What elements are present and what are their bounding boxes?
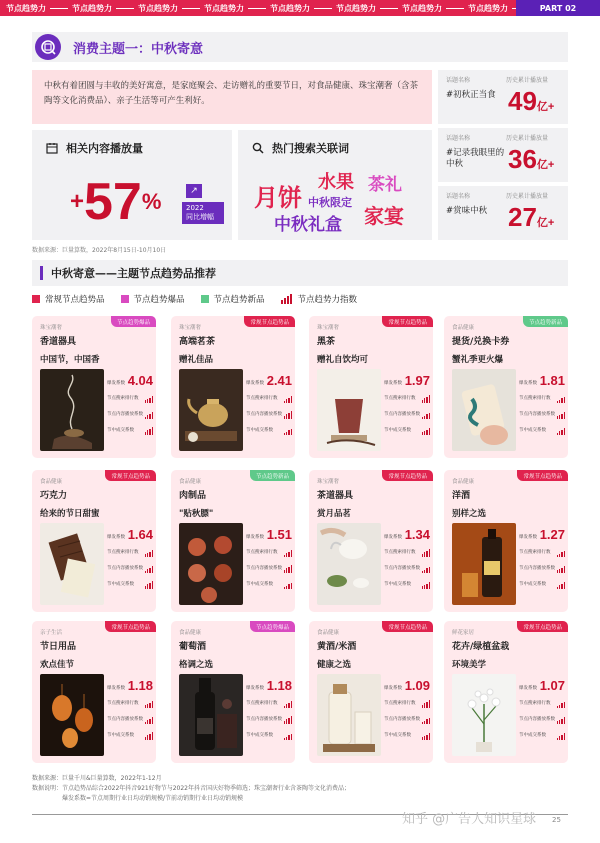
index-bars-icon xyxy=(421,411,430,419)
index-bars-icon xyxy=(556,732,565,740)
hot-value: 1.81 xyxy=(539,373,565,388)
index-bars-icon xyxy=(144,395,153,403)
theme-intro: 中秋有着团圆与丰收的美好寓意，是家庭聚会、走访赠礼的重要节日，对食品健康、珠宝潮奢（含茶陶等文化消费品）、亲子生活等可产生利好。 xyxy=(32,70,432,124)
card-ribbon: 常规节点趋势品 xyxy=(382,621,433,632)
card-ribbon: 节点趋势新品 xyxy=(250,470,295,481)
hot-value: 4.04 xyxy=(127,373,153,388)
metric-content: 节点内容播放系数 xyxy=(519,564,565,573)
legend-index xyxy=(281,293,358,305)
metric-search: 节点搜索排行数 xyxy=(519,394,565,403)
index-bars-icon xyxy=(144,732,153,740)
metric-content: 节点内容播放系数 xyxy=(384,564,430,573)
metric-search: 节点搜索排行数 xyxy=(519,699,565,708)
hot-value: 1.34 xyxy=(404,527,430,542)
card-metrics xyxy=(384,526,430,596)
card-tagline: 赠礼佳品 xyxy=(179,355,214,365)
card-category: 珠宝潮奢 xyxy=(317,479,340,485)
card-metrics xyxy=(519,677,565,747)
topic-views-label: 历史累计播放量 xyxy=(506,77,549,84)
topic-views-label: 历史累计播放量 xyxy=(506,135,549,142)
card-photo xyxy=(40,523,104,605)
card-metrics xyxy=(519,372,565,442)
hot-value: 1.97 xyxy=(404,373,430,388)
metric-trade: 节中成交系数 xyxy=(246,426,292,435)
card-category: 食品健康 xyxy=(317,630,340,636)
content-views-title: 相关内容播放量 xyxy=(66,142,143,155)
product-card xyxy=(32,470,156,612)
card-product-name: 巧克力 xyxy=(40,491,68,501)
card-metrics xyxy=(384,372,430,442)
index-bars-icon xyxy=(144,549,153,557)
card-category: 食品健康 xyxy=(179,630,202,636)
metric-trade: 节中成交系数 xyxy=(519,580,565,589)
topic-views-value: 27亿+ xyxy=(508,202,555,232)
metric-hot: 爆发系数 1.81 xyxy=(519,373,565,388)
section-accent xyxy=(40,266,43,280)
card-ribbon: 常规节点趋势品 xyxy=(517,470,568,481)
hot-value: 1.09 xyxy=(404,678,430,693)
card-tagline: "贴秋膘" xyxy=(179,509,214,519)
product-card xyxy=(309,621,433,763)
topic-views-value: 49亿+ xyxy=(508,86,555,116)
topic-views-label: 历史累计播放量 xyxy=(506,193,549,200)
hot-value: 1.07 xyxy=(539,678,565,693)
banner-item: 节点趋势力 xyxy=(72,3,138,14)
index-bars-icon xyxy=(556,716,565,724)
card-category: 食品健康 xyxy=(452,325,475,331)
index-bars-icon xyxy=(283,395,292,403)
card-category: 珠宝潮奢 xyxy=(40,325,63,331)
search-word: 水果 xyxy=(318,172,354,193)
card-ribbon: 节点趋势爆品 xyxy=(111,316,156,327)
source-note: 数据来源：巨量算数，2022年8月15日-10月10日 xyxy=(32,247,167,254)
top-banner xyxy=(0,0,600,16)
card-metrics xyxy=(107,526,153,596)
product-card xyxy=(171,316,295,458)
growth-percent: % xyxy=(141,189,162,214)
metric-hot: 爆发系数 4.04 xyxy=(107,373,153,388)
metric-trade: 节中成交系数 xyxy=(107,426,153,435)
product-card xyxy=(444,316,568,458)
watermark: 知乎 @广告人知识星球 xyxy=(402,812,537,827)
index-bars-icon xyxy=(556,581,565,589)
index-bars-icon xyxy=(283,700,292,708)
index-bars-icon xyxy=(144,700,153,708)
metric-content: 节点内容播放系数 xyxy=(519,410,565,419)
product-card xyxy=(32,316,156,458)
metric-content: 节点内容播放系数 xyxy=(384,410,430,419)
card-photo xyxy=(452,523,516,605)
legend-swatch xyxy=(32,295,40,303)
index-bars-icon xyxy=(421,395,430,403)
card-product-name: 黄酒/米酒 xyxy=(317,642,357,652)
section-title: 中秋寄意——主题节点趋势品推荐 xyxy=(51,267,216,280)
search-word: 家宴 xyxy=(364,204,404,228)
metric-search: 节点搜索排行数 xyxy=(107,699,153,708)
metric-content: 节点内容播放系数 xyxy=(107,564,153,573)
card-metrics xyxy=(107,372,153,442)
card-metrics xyxy=(246,372,292,442)
search-words-panel xyxy=(238,130,432,240)
card-category: 珠宝潮奢 xyxy=(179,325,202,331)
card-photo xyxy=(452,369,516,451)
yoy-label: 2022 同比增幅 xyxy=(182,202,224,224)
card-product-name: 黑茶 xyxy=(317,337,336,347)
card-tagline: 中国节，中国香 xyxy=(40,355,100,365)
index-bars-icon xyxy=(556,565,565,573)
metric-trade: 节中成交系数 xyxy=(246,580,292,589)
legend xyxy=(32,293,373,305)
metric-trade: 节中成交系数 xyxy=(519,731,565,740)
legend-label: 节点趋势爆品 xyxy=(133,295,185,305)
hot-value: 1.51 xyxy=(266,527,292,542)
card-product-name: 花卉/绿植盆栽 xyxy=(452,642,510,652)
card-tagline: 蟹礼季更火爆 xyxy=(452,355,504,365)
hot-value: 1.18 xyxy=(127,678,153,693)
search-word: 中秋限定 xyxy=(308,196,352,209)
metric-hot: 爆发系数 1.34 xyxy=(384,527,430,542)
card-tagline: 环境美学 xyxy=(452,660,487,670)
theme-gift-icon xyxy=(35,34,61,60)
content-views-header xyxy=(46,140,143,156)
theme-title-bar xyxy=(32,32,568,62)
growth-number: 57 xyxy=(84,173,142,231)
metric-content: 节点内容播放系数 xyxy=(246,715,292,724)
hot-value: 1.18 xyxy=(266,678,292,693)
footnote-formula: 爆发系数=节点周期行业日均动销规模/节前动销期行业日均动销规模 xyxy=(62,795,244,802)
card-photo xyxy=(179,523,243,605)
growth-sign: + xyxy=(70,188,85,215)
banner-item: 节点趋势力 xyxy=(336,3,402,14)
metric-search: 节点搜索排行数 xyxy=(519,548,565,557)
card-category: 食品健康 xyxy=(179,479,202,485)
hot-value: 1.64 xyxy=(127,527,153,542)
bar-chart-icon xyxy=(281,294,293,304)
card-tagline: 赏月品茗 xyxy=(317,509,352,519)
index-bars-icon xyxy=(144,565,153,573)
legend-regular xyxy=(32,293,105,305)
metric-search: 节点搜索排行数 xyxy=(246,394,292,403)
metric-trade: 节中成交系数 xyxy=(384,731,430,740)
metric-search: 节点搜索排行数 xyxy=(384,699,430,708)
metric-hot: 爆发系数 1.07 xyxy=(519,678,565,693)
card-product-name: 洋酒 xyxy=(452,491,471,501)
banner-item: 节点趋势力 xyxy=(402,3,468,14)
topic-name-label: 话题名称 xyxy=(446,135,471,142)
metric-search: 节点搜索排行数 xyxy=(246,548,292,557)
search-words-title: 热门搜索关联词 xyxy=(272,142,349,155)
index-bars-icon xyxy=(283,427,292,435)
card-category: 亲子生活 xyxy=(40,630,63,636)
card-photo xyxy=(317,674,381,756)
hot-value: 2.41 xyxy=(266,373,292,388)
card-ribbon: 常规节点趋势品 xyxy=(517,621,568,632)
card-category: 鲜花家居 xyxy=(452,630,475,636)
card-ribbon: 常规节点趋势品 xyxy=(105,621,156,632)
card-ribbon: 节点趋势爆品 xyxy=(250,621,295,632)
product-card xyxy=(444,621,568,763)
legend-hot xyxy=(121,293,185,305)
metric-hot: 爆发系数 2.41 xyxy=(246,373,292,388)
content-views-panel xyxy=(32,130,232,240)
card-product-name: 葡萄酒 xyxy=(179,642,207,652)
card-ribbon: 常规节点趋势品 xyxy=(382,316,433,327)
legend-label: 常规节点趋势品 xyxy=(45,295,105,305)
topic-card xyxy=(438,186,568,240)
metric-content: 节点内容播放系数 xyxy=(107,410,153,419)
legend-label: 节点趋势新品 xyxy=(213,295,265,305)
card-tagline: 欢点佳节 xyxy=(40,660,75,670)
metric-hot: 爆发系数 1.27 xyxy=(519,527,565,542)
index-bars-icon xyxy=(556,700,565,708)
metric-trade: 节中成交系数 xyxy=(246,731,292,740)
index-bars-icon xyxy=(421,565,430,573)
part-tag: PART 02 xyxy=(516,0,600,16)
card-photo xyxy=(179,674,243,756)
theme-title: 消费主题一：中秋寄意 xyxy=(73,41,204,57)
legend-label: 节点趋势力指数 xyxy=(297,295,358,305)
index-bars-icon xyxy=(144,427,153,435)
index-bars-icon xyxy=(283,411,292,419)
product-card xyxy=(309,316,433,458)
search-icon xyxy=(252,142,264,154)
card-metrics xyxy=(107,677,153,747)
index-bars-icon xyxy=(283,549,292,557)
card-photo xyxy=(452,674,516,756)
topic-name-label: 话题名称 xyxy=(446,77,471,84)
metric-search: 节点搜索排行数 xyxy=(107,548,153,557)
footnote-desc: 数据说明：节点趋势品综合2022年抖音921好物节与2022年抖音国庆好物季筛选；珠宝潮奢行业含茶陶等文化消费品； xyxy=(32,785,350,792)
search-word: 中秋礼盒 xyxy=(274,215,342,235)
card-tagline: 赠礼自饮均可 xyxy=(317,355,369,365)
product-card xyxy=(32,621,156,763)
card-photo xyxy=(40,369,104,451)
topic-hashtag: #初秋正当食 xyxy=(446,90,496,100)
metric-content: 节点内容播放系数 xyxy=(246,564,292,573)
card-tagline: 健康之选 xyxy=(317,660,352,670)
metric-search: 节点搜索排行数 xyxy=(384,548,430,557)
card-ribbon: 节点趋势新品 xyxy=(523,316,568,327)
card-photo xyxy=(179,369,243,451)
banner-item: 节点趋势力 xyxy=(6,3,72,14)
search-word: 茶礼 xyxy=(368,175,402,195)
metric-trade: 节中成交系数 xyxy=(107,580,153,589)
metric-hot: 爆发系数 1.18 xyxy=(107,678,153,693)
calendar-icon xyxy=(46,142,58,154)
card-metrics xyxy=(384,677,430,747)
card-product-name: 高端茗茶 xyxy=(179,337,216,347)
metric-trade: 节中成交系数 xyxy=(519,426,565,435)
index-bars-icon xyxy=(144,411,153,419)
index-bars-icon xyxy=(283,732,292,740)
metric-search: 节点搜索排行数 xyxy=(384,394,430,403)
index-bars-icon xyxy=(283,716,292,724)
metric-content: 节点内容播放系数 xyxy=(246,410,292,419)
card-category: 珠宝潮奢 xyxy=(317,325,340,331)
card-product-name: 节日用品 xyxy=(40,642,77,652)
product-card xyxy=(444,470,568,612)
topic-card xyxy=(438,70,568,124)
topic-views-value: 36亿+ xyxy=(508,144,555,174)
banner-items xyxy=(0,3,516,14)
card-product-name: 肉制品 xyxy=(179,491,207,501)
topic-list xyxy=(438,70,568,244)
card-metrics xyxy=(246,526,292,596)
metric-hot: 爆发系数 1.64 xyxy=(107,527,153,542)
topic-hashtag: #赏味中秋 xyxy=(446,206,488,216)
card-photo xyxy=(40,674,104,756)
card-category: 食品健康 xyxy=(452,479,475,485)
banner-item: 节点趋势力 xyxy=(270,3,336,14)
legend-new xyxy=(201,293,265,305)
banner-item: 节点趋势力 xyxy=(204,3,270,14)
metric-trade: 节中成交系数 xyxy=(384,426,430,435)
hot-value: 1.27 xyxy=(539,527,565,542)
product-card xyxy=(171,470,295,612)
metric-hot: 爆发系数 1.18 xyxy=(246,678,292,693)
card-ribbon: 常规节点趋势品 xyxy=(244,316,295,327)
card-photo xyxy=(317,369,381,451)
index-bars-icon xyxy=(556,411,565,419)
metric-trade: 节中成交系数 xyxy=(107,731,153,740)
metric-search: 节点搜索排行数 xyxy=(107,394,153,403)
card-product-name: 提货/兑换卡券 xyxy=(452,337,510,347)
metric-content: 节点内容播放系数 xyxy=(384,715,430,724)
card-tagline: 格调之选 xyxy=(179,660,214,670)
index-bars-icon xyxy=(421,716,430,724)
index-bars-icon xyxy=(144,581,153,589)
card-product-name: 茶道器具 xyxy=(317,491,354,501)
metric-trade: 节中成交系数 xyxy=(384,580,430,589)
metric-search: 节点搜索排行数 xyxy=(246,699,292,708)
topic-card xyxy=(438,128,568,182)
index-bars-icon xyxy=(283,581,292,589)
metric-content: 节点内容播放系数 xyxy=(519,715,565,724)
product-card xyxy=(171,621,295,763)
card-product-name: 香道器具 xyxy=(40,337,77,347)
footnote-source: 数据来源：巨量千川&巨量算数，2022年1-12月 xyxy=(32,775,162,782)
index-bars-icon xyxy=(421,732,430,740)
card-photo xyxy=(317,523,381,605)
legend-swatch xyxy=(121,295,129,303)
metric-hot: 爆发系数 1.09 xyxy=(384,678,430,693)
yoy-badge xyxy=(182,184,228,224)
section-title-bar xyxy=(32,260,568,286)
search-words-header xyxy=(252,140,349,156)
index-bars-icon xyxy=(421,427,430,435)
banner-item: 节点趋势力 xyxy=(468,3,516,14)
card-ribbon: 常规节点趋势品 xyxy=(105,470,156,481)
index-bars-icon xyxy=(421,549,430,557)
search-word: 月饼 xyxy=(254,184,302,212)
content-growth-value xyxy=(70,174,161,230)
metric-content: 节点内容播放系数 xyxy=(107,715,153,724)
metric-hot: 爆发系数 1.51 xyxy=(246,527,292,542)
metric-hot: 爆发系数 1.97 xyxy=(384,373,430,388)
product-card xyxy=(309,470,433,612)
topic-name-label: 话题名称 xyxy=(446,193,471,200)
index-bars-icon xyxy=(421,581,430,589)
index-bars-icon xyxy=(421,700,430,708)
index-bars-icon xyxy=(556,395,565,403)
topic-hashtag: #记录我眼里的中秋 xyxy=(446,148,505,169)
index-bars-icon xyxy=(144,716,153,724)
card-ribbon: 常规节点趋势品 xyxy=(382,470,433,481)
index-bars-icon xyxy=(556,549,565,557)
card-tagline: 别样之选 xyxy=(452,509,487,519)
card-tagline: 给来的节日甜蜜 xyxy=(40,509,100,519)
banner-item: 节点趋势力 xyxy=(138,3,204,14)
card-metrics xyxy=(246,677,292,747)
arrow-up-icon: ↗ xyxy=(186,184,202,198)
page-number: 25 xyxy=(552,816,561,824)
card-metrics xyxy=(519,526,565,596)
index-bars-icon xyxy=(283,565,292,573)
index-bars-icon xyxy=(556,427,565,435)
card-category: 食品健康 xyxy=(40,479,63,485)
legend-swatch xyxy=(201,295,209,303)
